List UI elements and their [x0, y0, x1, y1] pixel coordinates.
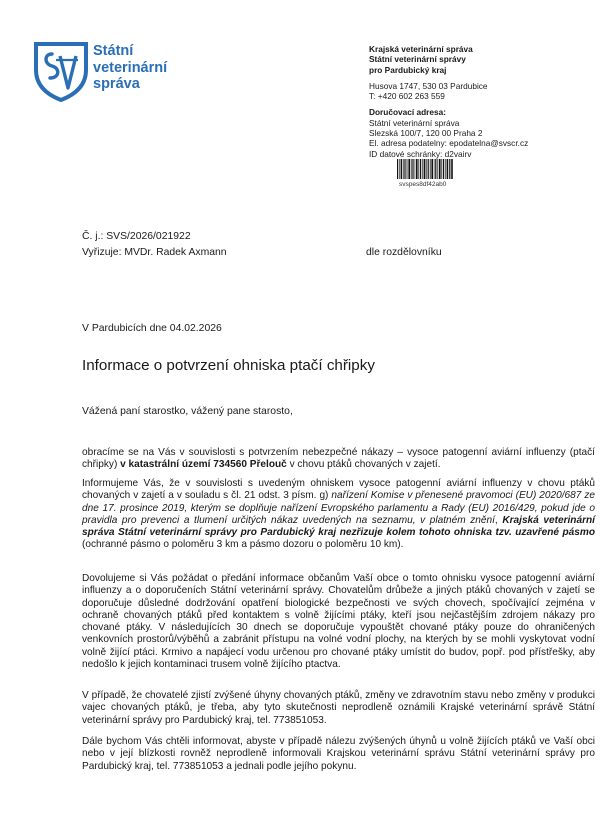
- sender-phone: T: +420 602 263 559: [369, 91, 445, 102]
- p1-text-end: v chovu ptáků chovaných v zajetí.: [286, 459, 441, 471]
- salutation: Vážená paní starostko, vážený pane starosto,: [82, 406, 293, 417]
- p1-text: obracíme se na Vás v souvislosti s potvrzením nebezpečné nákazy – vysoce patogenní aviární influenzy (ptačí chřipky): [82, 447, 595, 471]
- barcode-text: svspes8df42ab0: [399, 181, 447, 188]
- p1-cadastral: v katastrální území 734560 Přelouč: [120, 459, 287, 471]
- delivery-line: ID datové schránky: d2vairv: [369, 148, 472, 159]
- sender-address: Husova 1747, 530 03 Pardubice: [369, 80, 488, 91]
- handler: Vyřizuje: MVDr. Radek Axmann: [82, 247, 227, 258]
- place-date: V Pardubicích dne 04.02.2026: [82, 323, 222, 334]
- logo-line: správa: [93, 76, 140, 92]
- reference-number: Č. j.: SVS/2026/021922: [82, 231, 191, 242]
- paragraph-3: Dovolujeme si Vás požádat o předání informace občanům Vaší obce o tomto ohnisku vysoce patogenní aviární influenzy a o doporučeních Státní veterinární správy. Chovatelům drůbeže a jiných ptáků chovaných v zajetí se doporučuje důsledné dodržování opatření biologické bezpečnosti ve svých chovech, spočívající zejména v ochraně chovaných ptáků před kontaktem s volně žijícími ptáky, kteří jsou nejčastějším zdrojem nákazy pro chované ptáky. V následujících 30 dnech se doporučuje vypouštět chované ptáky pouze do ohraničených venkovních prostorů/výběhů a zabránit přístupu na volné vodní plochy, na kterých by se mohli vyskytovat vodní volně žijící ptáci. Krmivo a napájecí vodu určenou pro chované ptáky umístit do budov, popř. pod přístřešky, aby nedošlo k jejich kontaminaci trusem volně žijícího ptactva.: [82, 573, 595, 671]
- paragraph-4: V případě, že chovatelé zjistí zvýšené úhyny chovaných ptáků, změny ve zdravotním stavu nebo změny v produkci vajec chovaných ptáků, je třeba, aby tyto skutečnosti neprodleně oznámili Krajské veterinární správě Státní veterinární správy pro Pardubický kraj, tel. 773851053.: [82, 690, 595, 726]
- sender-name-line: Státní veterinární správy: [369, 54, 466, 65]
- sender-name-line: pro Pardubický kraj: [369, 64, 447, 75]
- p2-text: Informujeme Vás, že v souvislosti s uvedeným ohniskem vysoce patogenní aviární influenzy v chovu ptáků chovaných v zajetí a v souladu s čl. 21 odst. 3 písm. g): [82, 478, 595, 502]
- p2-text-end: (ochranné pásmo o poloměru 3 km a pásmo dozoru o poloměru 10 km).: [82, 539, 404, 551]
- delivery-line: Slezská 100/7, 120 00 Praha 2: [369, 128, 483, 139]
- sender-name-line: Krajská veterinární správa: [369, 44, 473, 54]
- delivery-line: El. adresa podatelny: epodatelna@svscr.cz: [369, 138, 529, 149]
- paragraph-5: Dále bychom Vás chtěli informovat, abyste v případě nálezu zvýšených úhynů u volně žijících ptáků ve Vaší obci nebo v její blízkosti rovněž neprodleně informovali Krajskou veterinární správu Státní veterinární správy pro Pardubický kraj, tel. 773851053 a jednali podle jejího pokynu.: [82, 736, 595, 772]
- p2-sep: ,: [494, 514, 503, 526]
- paragraph-2: [82, 478, 595, 552]
- logo-line: Státní: [93, 43, 134, 59]
- letter-subject: Informace o potvrzení ohniska ptačí chřipky: [82, 357, 375, 374]
- sender-block: [369, 44, 599, 159]
- svs-emblem-icon: [30, 40, 92, 102]
- p2-zone-statement: Krajská veterinární správa Státní veterinární správy pro Pardubický kraj nezřizuje kolem tohoto ohniska tzv. uzavřené pásmo: [82, 514, 595, 539]
- recipient: dle rozdělovníku: [366, 247, 442, 258]
- barcode-icon: [397, 159, 453, 179]
- paragraph-1: [82, 447, 595, 472]
- logo-wordmark: [93, 43, 167, 93]
- delivery-label: Doručovací adresa:: [369, 107, 447, 118]
- logo-line: veterinární: [93, 59, 168, 76]
- p2-regulation: nařízení Komise v přenesené pravomoci (EU) 2020/687 ze dne 17. prosince 2019, kterým se doplňuje nařízení Evropského parlamentu a Rady (EU) 2016/429, pokud jde o pravidla pro prevenci a tlumení určitých nákaz uvedených na seznamu, v platném znění: [82, 490, 596, 526]
- delivery-line: Státní veterinární správa: [369, 117, 460, 128]
